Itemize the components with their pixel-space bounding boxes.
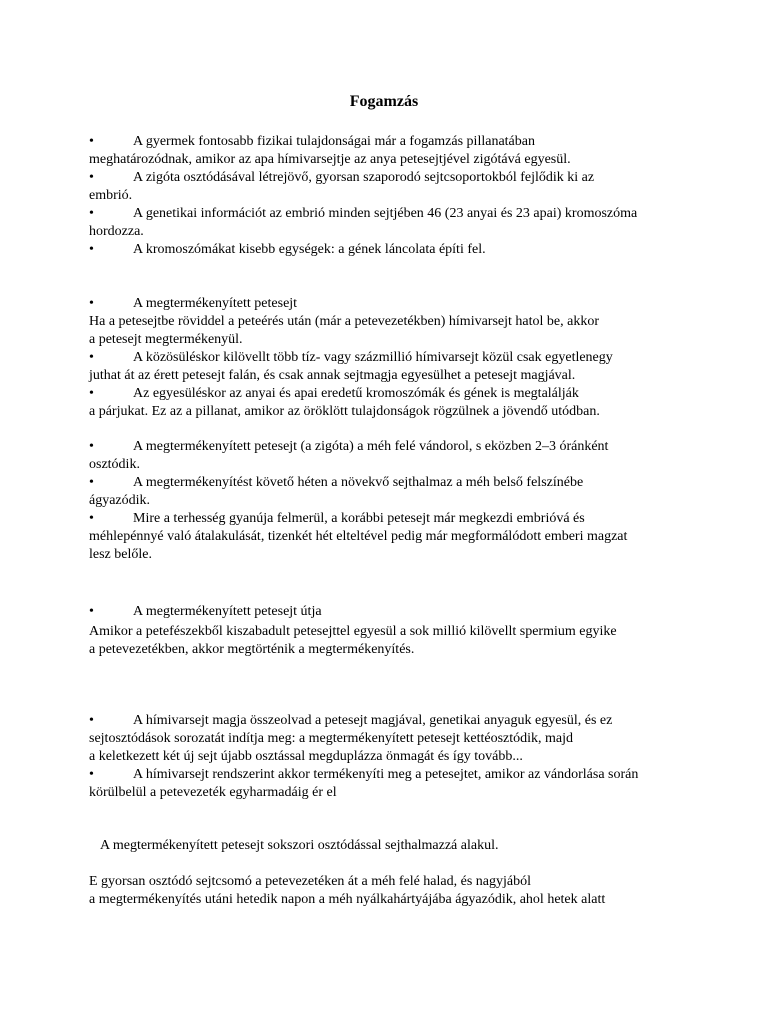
bullet-marker: •: [89, 134, 94, 149]
page-title: Fogamzás: [349, 93, 419, 110]
bullet-text-line: Az egyesüléskor az anyai és apai eredetű kromoszómák és gének is megtalálják: [133, 386, 579, 401]
bullet-marker: •: [89, 296, 94, 311]
bullet-text-line: A megtermékenyítést követő héten a növekvő sejthalmaz a méh belső felszínébe: [133, 475, 584, 490]
paragraph-text-line: a petesejt megtermékenyül.: [89, 332, 243, 347]
bullet-marker: •: [89, 604, 94, 619]
bullet-text-line: A zigóta osztódásával létrejövő, gyorsan szaporodó sejtcsoportokból fejlődik ki az: [133, 170, 595, 185]
bullet-marker: •: [89, 350, 94, 365]
paragraph-text-line: Amikor a petefészekből kiszabadult petesejttel egyesül a sok millió kilövellt spermium egyike: [89, 624, 617, 639]
bullet-text-line: A megtermékenyített petesejt (a zigóta) a méh felé vándorol, s eközben 2–3 óránként: [133, 439, 609, 454]
bullet-marker: •: [89, 386, 94, 401]
paragraph-text-line: Ha a petesejtbe röviddel a peteérés után (már a petevezetékben) hímivarsejt hatol be, akkor: [89, 314, 599, 329]
paragraph-text-line: a keletkezett két új sejt újabb osztással megduplázza önmagát és így tovább...: [89, 749, 523, 764]
paragraph-text-line: sejtosztódások sorozatát indítja meg: a megtermékenyített petesejt kettéosztódik, majd: [89, 731, 574, 746]
bullet-marker: •: [89, 767, 94, 782]
bullet-marker: •: [89, 511, 94, 526]
bullet-text-line: A megtermékenyített petesejt útja: [133, 604, 322, 619]
paragraph-text-line: a párjukat. Ez az a pillanat, amikor az öröklött tulajdonságok rögzülnek a jövendő utódban.: [89, 404, 600, 419]
paragraph-text-line: a petevezetékben, akkor megtörténik a megtermékenyítés.: [89, 642, 415, 657]
paragraph-text-line: juthat át az érett petesejt falán, és csak annak sejtmagja egyesülhet a petesejt magjával.: [89, 368, 576, 383]
bullet-text-line: Mire a terhesség gyanúja felmerül, a korábbi petesejt már megkezdi embrióvá és: [133, 511, 585, 526]
bullet-text-line: A gyermek fontosabb fizikai tulajdonságai már a fogamzás pillanatában: [133, 134, 535, 149]
paragraph-text-line: méhlepénnyé való átalakulását, tizenkét hét elteltével pedig már megformálódott emberi magzat: [89, 529, 628, 544]
bullet-marker: •: [89, 475, 94, 490]
bullet-marker: •: [89, 170, 94, 185]
paragraph-text-line: körülbelül a petevezeték egyharmadáig ér el: [89, 785, 337, 800]
bullet-marker: •: [89, 439, 94, 454]
paragraph-text-line: meghatározódnak, amikor az apa hímivarsejtje az anya petesejtjével zigótává egyesül.: [89, 152, 571, 167]
paragraph-text-line: A megtermékenyített petesejt sokszori osztódással sejthalmazzá alakul.: [100, 838, 499, 853]
paragraph-text-line: hordozza.: [89, 224, 144, 239]
bullet-text-line: A kromoszómákat kisebb egységek: a gének láncolata építi fel.: [133, 242, 486, 257]
bullet-text-line: A hímivarsejt magja összeolvad a petesejt magjával, genetikai anyaguk egyesül, és ez: [133, 713, 613, 728]
paragraph-text-line: lesz belőle.: [89, 547, 152, 562]
bullet-text-line: A megtermékenyített petesejt: [133, 296, 298, 311]
bullet-text-line: A genetikai információt az embrió minden sejtjében 46 (23 anyai és 23 apai) kromoszóma: [133, 206, 638, 221]
bullet-text-line: A közösüléskor kilövellt több tíz- vagy százmillió hímivarsejt közül csak egyetlenegy: [133, 350, 613, 365]
paragraph-text-line: embrió.: [89, 188, 133, 203]
paragraph-text-line: E gyorsan osztódó sejtcsomó a petevezetéken át a méh felé halad, és nagyjából: [89, 874, 531, 889]
paragraph-text-line: ágyazódik.: [89, 493, 151, 508]
bullet-marker: •: [89, 713, 94, 728]
paragraph-text-line: a megtermékenyítés utáni hetedik napon a méh nyálkahártyájába ágyazódik, ahol hetek alatt: [89, 892, 606, 907]
paragraph-text-line: osztódik.: [89, 457, 140, 472]
bullet-marker: •: [89, 242, 94, 257]
bullet-marker: •: [89, 206, 94, 221]
bullet-text-line: A hímivarsejt rendszerint akkor termékenyíti meg a petesejtet, amikor az vándorlása során: [133, 767, 639, 782]
